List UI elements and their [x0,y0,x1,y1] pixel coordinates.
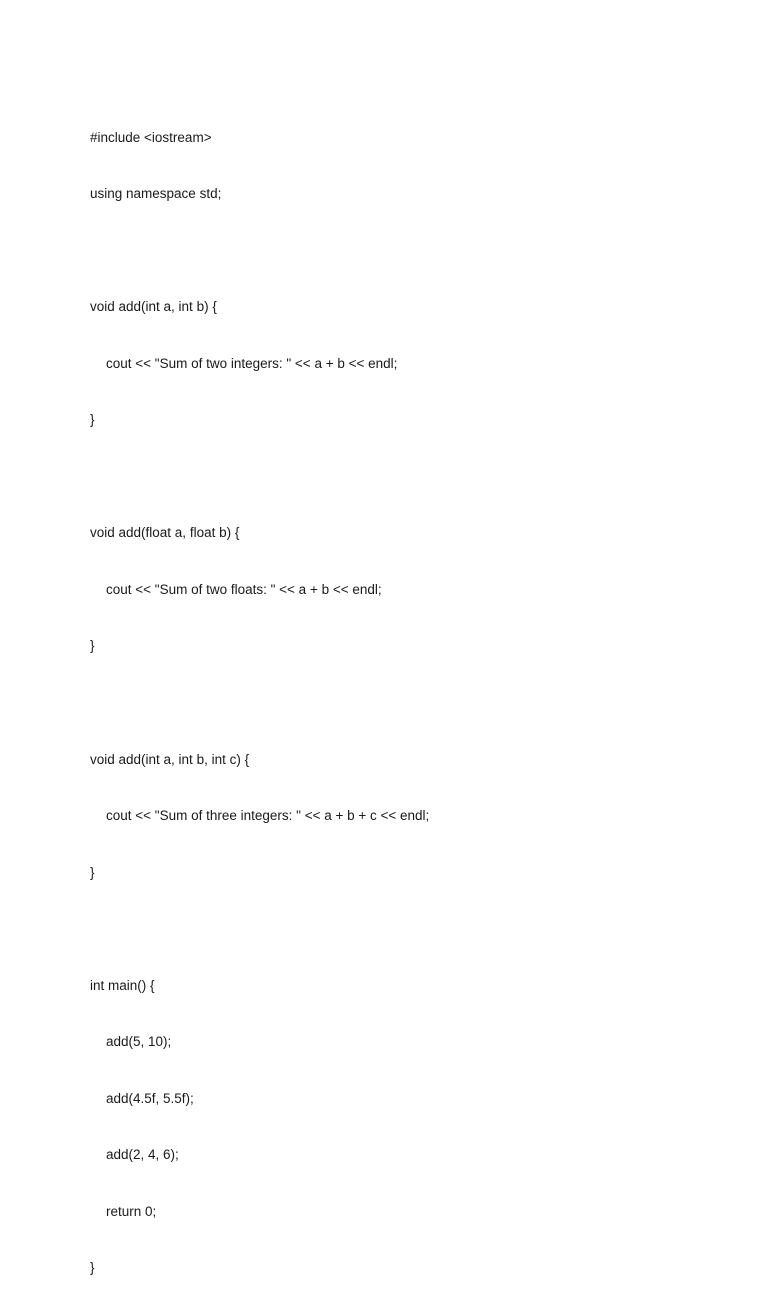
code-listing [90,91,690,1316]
code-line: cout << "Sum of two floats: " << a + b << endl; [106,581,382,597]
code-line: } [90,864,95,880]
code-line: cout << "Sum of two integers: " << a + b << endl; [106,355,398,371]
code-line: add(2, 4, 6); [106,1147,179,1163]
code-line: } [90,412,95,428]
code-line: #include <iostream> [90,129,212,145]
code-line: void add(int a, int b) { [90,299,217,315]
code-line: add(5, 10); [106,1034,172,1050]
code-line: using namespace std; [90,186,222,202]
code-line: } [90,1260,95,1276]
code-line [90,694,690,713]
code-line: void add(int a, int b, int c) { [90,751,250,767]
code-line: } [90,638,95,654]
code-line: return 0; [106,1203,157,1219]
code-line [90,242,690,261]
code-line: void add(float a, float b) { [90,525,240,541]
code-line: add(4.5f, 5.5f); [106,1090,194,1106]
code-line [90,920,690,939]
code-line: int main() { [90,977,155,993]
code-line [90,468,690,487]
code-line: cout << "Sum of three integers: " << a + b + c << endl; [106,808,430,824]
